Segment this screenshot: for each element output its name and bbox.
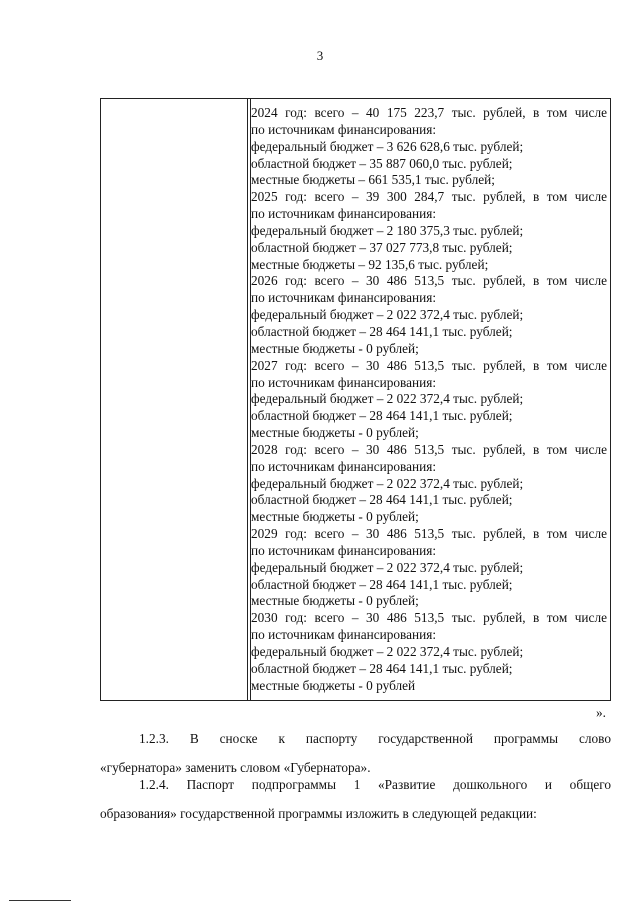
budget-line: федеральный бюджет – 2 022 372,4 тыс. рублей; xyxy=(251,644,524,659)
paragraph-line: 1.2.4. Паспорт подпрограммы 1 «Развитие дошкольного и общего xyxy=(139,777,611,792)
budget-line: 2029 год: всего – 30 486 513,5 тыс. рублей, в том числе xyxy=(251,526,607,542)
paragraph-line: образования» государственной программы изложить в следующей редакции: xyxy=(100,806,537,821)
budget-line: местные бюджеты - 0 рублей; xyxy=(251,593,419,609)
budget-line: федеральный бюджет – 2 180 375,3 тыс. рублей; xyxy=(251,222,524,238)
budget-line: областной бюджет – 28 464 141,1 тыс. рублей; xyxy=(251,492,513,508)
budget-line: областной бюджет – 37 027 773,8 тыс. рублей; xyxy=(251,239,513,255)
budget-line: 2027 год: всего – 30 486 513,5 тыс. рублей, в том числе xyxy=(251,357,607,373)
footnote-separator xyxy=(9,900,71,901)
closing-quote: ». xyxy=(596,705,606,720)
budget-lines xyxy=(251,105,607,695)
budget-line: федеральный бюджет – 2 022 372,4 тыс. рублей; xyxy=(251,391,524,407)
budget-line: областной бюджет – 28 464 141,1 тыс. рублей; xyxy=(251,408,513,424)
paragraph-1-2-4 xyxy=(100,770,611,828)
budget-line: местные бюджеты – 92 135,6 тыс. рублей; xyxy=(251,256,489,272)
paragraph-line: «губернатора» заменить словом «Губернатора». xyxy=(100,760,371,775)
budget-line: областной бюджет – 28 464 141,1 тыс. рублей; xyxy=(251,660,513,676)
budget-line: местные бюджеты - 0 рублей; xyxy=(251,425,419,441)
budget-line: 2026 год: всего – 30 486 513,5 тыс. рублей, в том числе xyxy=(251,273,607,289)
budget-line: 2025 год: всего – 39 300 284,7 тыс. рублей, в том числе xyxy=(251,189,607,205)
paragraph-line: 1.2.3. В сноске к паспорту государственной программы слово xyxy=(139,731,611,746)
budget-line: по источникам финансирования: xyxy=(251,374,437,390)
budget-line: областной бюджет – 35 887 060,0 тыс. рублей; xyxy=(251,155,513,171)
budget-line: по источникам финансирования: xyxy=(251,121,437,137)
budget-line: по источникам финансирования: xyxy=(251,290,437,306)
budget-line: местные бюджеты - 0 рублей; xyxy=(251,340,419,356)
budget-line: по источникам финансирования: xyxy=(251,458,437,474)
budget-line: по источникам финансирования: xyxy=(251,206,437,222)
budget-line: местные бюджеты – 661 535,1 тыс. рублей; xyxy=(251,172,495,188)
budget-line: областной бюджет – 28 464 141,1 тыс. рублей; xyxy=(251,576,513,592)
budget-line: местные бюджеты - 0 рублей; xyxy=(251,509,419,525)
budget-line: федеральный бюджет – 2 022 372,4 тыс. рублей; xyxy=(251,307,524,323)
budget-line: местные бюджеты - 0 рублей xyxy=(251,677,416,693)
table-column-divider xyxy=(247,99,248,700)
budget-line: 2030 год: всего – 30 486 513,5 тыс. рублей, в том числе xyxy=(251,610,607,626)
budget-line: областной бюджет – 28 464 141,1 тыс. рублей; xyxy=(251,323,513,339)
budget-line: 2028 год: всего – 30 486 513,5 тыс. рублей, в том числе xyxy=(251,441,607,457)
budget-line: по источникам финансирования: xyxy=(251,627,437,643)
budget-line: по источникам финансирования: xyxy=(251,542,437,558)
budget-line: федеральный бюджет – 2 022 372,4 тыс. рублей; xyxy=(251,475,524,491)
budget-line: федеральный бюджет – 3 626 628,6 тыс. рублей; xyxy=(251,138,524,154)
budget-line: федеральный бюджет – 2 022 372,4 тыс. рублей; xyxy=(251,559,524,575)
budget-line: 2024 год: всего – 40 175 223,7 тыс. рублей, в том числе xyxy=(251,105,607,120)
page-number: 3 xyxy=(316,48,324,63)
budget-table xyxy=(100,98,611,701)
